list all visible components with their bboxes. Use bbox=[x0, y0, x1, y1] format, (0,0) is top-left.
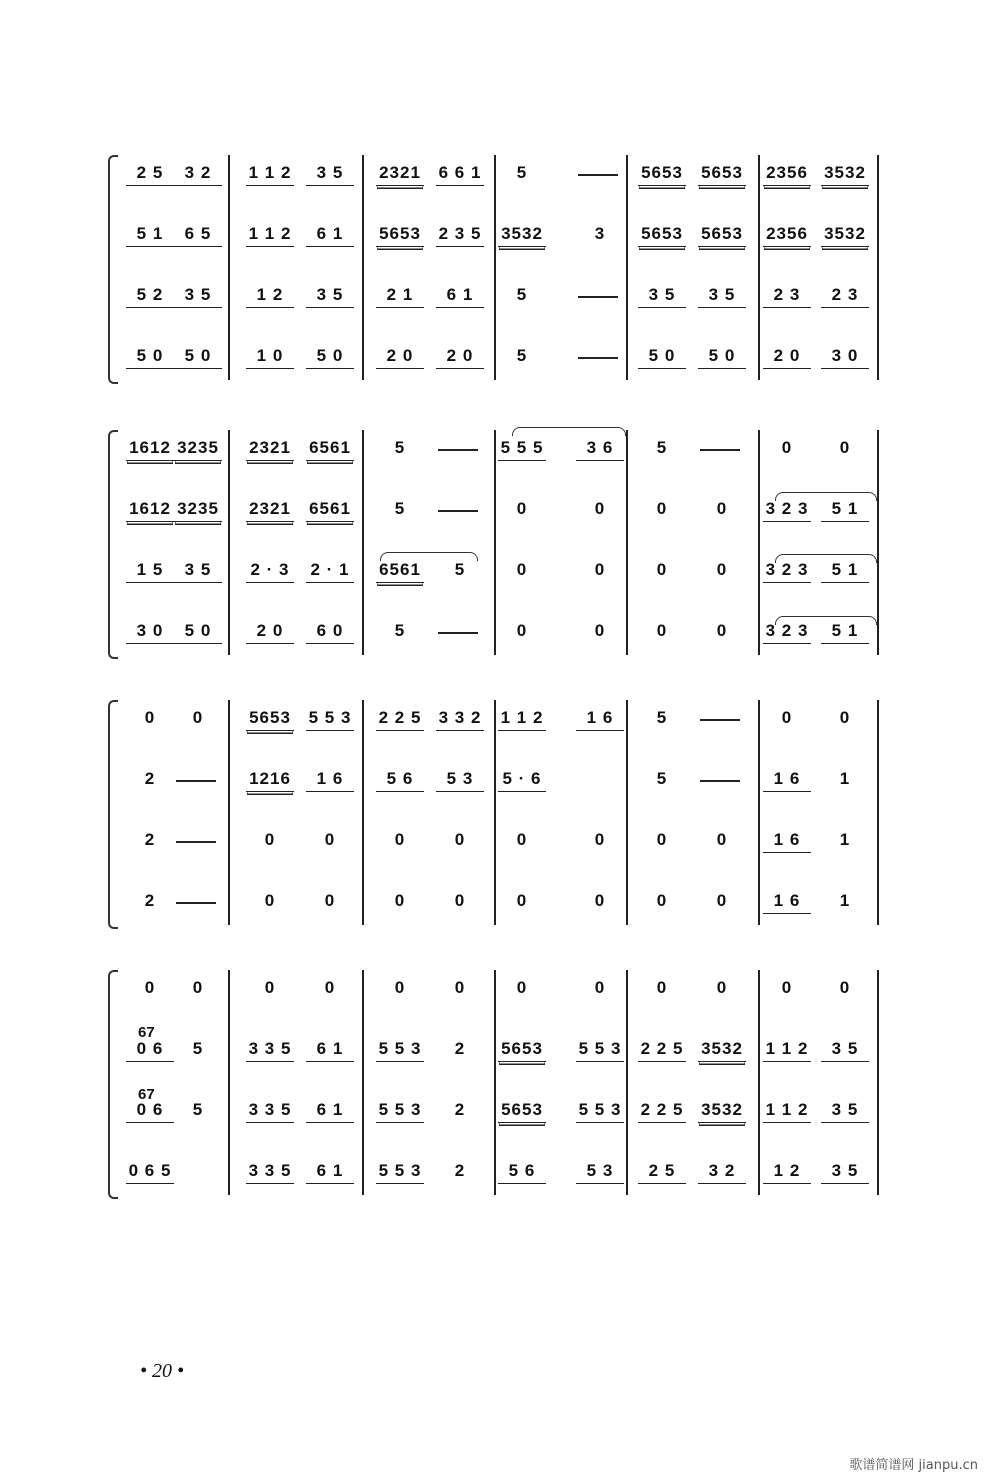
note-group: 0 bbox=[656, 621, 668, 640]
barline bbox=[626, 700, 628, 925]
note-group: 0 bbox=[516, 891, 528, 910]
note-group: 0 bbox=[144, 978, 156, 997]
note-group: 0 bbox=[716, 891, 728, 910]
note-group: 1 1 2 bbox=[246, 163, 294, 186]
note-group: 5 0 bbox=[306, 346, 354, 369]
note-group: 3 5 bbox=[821, 1161, 869, 1184]
note-group: 1 6 bbox=[763, 769, 811, 792]
sustain-dash bbox=[176, 780, 216, 782]
note-group: 5 3 bbox=[576, 1161, 624, 1184]
note-group: 3 5 bbox=[306, 163, 354, 186]
note-group: 5 5 3 bbox=[376, 1161, 424, 1184]
note-group: 5 5 3 bbox=[376, 1100, 424, 1123]
note-group: 5653 bbox=[638, 163, 686, 186]
sustain-dash bbox=[700, 449, 740, 451]
note-group: 0 bbox=[656, 830, 668, 849]
note-group: 3 2 3 bbox=[763, 560, 811, 583]
note-group: 0 bbox=[454, 978, 466, 997]
note-group: 0 bbox=[716, 499, 728, 518]
note-group: 2 3 bbox=[821, 285, 869, 308]
note-group: 3 5 bbox=[174, 560, 222, 583]
note-group: 1 2 bbox=[246, 285, 294, 308]
note-group: 0 bbox=[324, 978, 336, 997]
barline bbox=[877, 970, 879, 1195]
note-group: 2 5 bbox=[126, 163, 174, 186]
note-group: 5 0 bbox=[698, 346, 746, 369]
note-group: 0 bbox=[594, 978, 606, 997]
note-group: 2 bbox=[454, 1100, 466, 1119]
note-group: 3 5 bbox=[698, 285, 746, 308]
barline bbox=[626, 430, 628, 655]
note-group: 3532 bbox=[821, 224, 869, 247]
note-group: 0 6 5 bbox=[126, 1161, 174, 1184]
note-group: 5 · 6 bbox=[498, 769, 546, 792]
note-group: 6 0 bbox=[306, 621, 354, 644]
barline bbox=[758, 970, 760, 1195]
note-group: 6561 bbox=[376, 560, 424, 583]
slur bbox=[512, 427, 626, 436]
note-group: 2 1 bbox=[376, 285, 424, 308]
watermark: 歌谱简谱网 jianpu.cn bbox=[849, 1458, 978, 1473]
note-group: 5653 bbox=[638, 224, 686, 247]
note-group: 0 bbox=[781, 978, 793, 997]
note-group: 5 0 bbox=[126, 346, 174, 369]
note-group: 1612 bbox=[126, 438, 174, 461]
note-group: 2 0 bbox=[763, 346, 811, 369]
note-group: 3 3 5 bbox=[246, 1039, 294, 1062]
note-group: 3 0 bbox=[126, 621, 174, 644]
note-group: 5 2 bbox=[126, 285, 174, 308]
barline bbox=[626, 155, 628, 380]
barline bbox=[758, 155, 760, 380]
sustain-dash bbox=[438, 632, 478, 634]
note-group: 2 2 5 bbox=[638, 1039, 686, 1062]
note-group: 1 2 bbox=[763, 1161, 811, 1184]
grace-note: 67 bbox=[138, 1024, 155, 1041]
note-group: 5 bbox=[656, 708, 668, 727]
note-group: 5653 bbox=[698, 224, 746, 247]
note-group: 5 bbox=[656, 769, 668, 788]
system-brace bbox=[108, 430, 118, 659]
note-group: 1 0 bbox=[246, 346, 294, 369]
note-group: 2 0 bbox=[436, 346, 484, 369]
note-group: 5 5 5 bbox=[498, 438, 546, 461]
note-group: 5 6 bbox=[376, 769, 424, 792]
barline bbox=[626, 970, 628, 1195]
note-group: 5653 bbox=[246, 708, 294, 731]
note-group: 0 bbox=[656, 560, 668, 579]
note-group: 2 · 3 bbox=[246, 560, 294, 583]
note-group: 3 5 bbox=[174, 285, 222, 308]
note-group: 0 bbox=[454, 891, 466, 910]
note-group: 3 0 bbox=[821, 346, 869, 369]
note-group: 3 bbox=[594, 224, 606, 243]
note-group: 0 bbox=[656, 499, 668, 518]
sustain-dash bbox=[578, 296, 618, 298]
note-group: 0 bbox=[839, 438, 851, 457]
barline bbox=[494, 970, 496, 1195]
barline bbox=[228, 700, 230, 925]
note-group: 1 6 bbox=[763, 891, 811, 914]
note-group: 1216 bbox=[246, 769, 294, 792]
note-group: 5653 bbox=[498, 1039, 546, 1062]
note-group: 5 5 3 bbox=[576, 1100, 624, 1123]
sustain-dash bbox=[176, 841, 216, 843]
note-group: 2 bbox=[144, 769, 156, 788]
note-group: 5 5 3 bbox=[306, 708, 354, 731]
note-group: 3532 bbox=[821, 163, 869, 186]
note-group: 5 bbox=[394, 621, 406, 640]
note-group: 5 3 bbox=[436, 769, 484, 792]
note-group: 0 6 bbox=[126, 1100, 174, 1123]
note-group: 2 bbox=[454, 1039, 466, 1058]
barline bbox=[758, 700, 760, 925]
note-group: 1 6 bbox=[576, 708, 624, 731]
note-group: 0 bbox=[394, 978, 406, 997]
note-group: 0 bbox=[716, 830, 728, 849]
note-group: 0 bbox=[516, 978, 528, 997]
note-group: 1612 bbox=[126, 499, 174, 522]
note-group: 5653 bbox=[498, 1100, 546, 1123]
system-brace bbox=[108, 155, 118, 384]
note-group: 0 bbox=[839, 978, 851, 997]
note-group: 0 bbox=[144, 708, 156, 727]
note-group: 3 6 bbox=[576, 438, 624, 461]
note-group: 3 3 5 bbox=[246, 1100, 294, 1123]
note-group: 6 1 bbox=[306, 224, 354, 247]
note-group: 5 bbox=[394, 499, 406, 518]
slur bbox=[380, 552, 478, 561]
note-group: 0 bbox=[192, 708, 204, 727]
note-group: 3 2 bbox=[174, 163, 222, 186]
note-group: 2 bbox=[144, 891, 156, 910]
note-group: 3 2 3 bbox=[763, 499, 811, 522]
note-group: 5 6 bbox=[498, 1161, 546, 1184]
note-group: 5653 bbox=[376, 224, 424, 247]
note-group: 0 bbox=[324, 830, 336, 849]
note-group: 1 bbox=[839, 769, 851, 788]
note-group: 2321 bbox=[246, 499, 294, 522]
barline bbox=[228, 430, 230, 655]
note-group: 3532 bbox=[498, 224, 546, 247]
barline bbox=[362, 700, 364, 925]
note-group: 6 1 bbox=[306, 1039, 354, 1062]
sustain-dash bbox=[578, 357, 618, 359]
note-group: 0 bbox=[192, 978, 204, 997]
note-group: 0 bbox=[264, 830, 276, 849]
note-group: 3532 bbox=[698, 1039, 746, 1062]
note-group: 0 bbox=[516, 560, 528, 579]
note-group: 5 bbox=[454, 560, 466, 579]
note-group: 0 bbox=[516, 830, 528, 849]
barline bbox=[362, 430, 364, 655]
barline bbox=[228, 155, 230, 380]
note-group: 0 6 bbox=[126, 1039, 174, 1062]
sustain-dash bbox=[700, 719, 740, 721]
note-group: 0 bbox=[656, 978, 668, 997]
note-group: 0 bbox=[594, 499, 606, 518]
note-group: 5 0 bbox=[174, 346, 222, 369]
note-group: 2 bbox=[454, 1161, 466, 1180]
note-group: 0 bbox=[716, 621, 728, 640]
note-group: 2 5 bbox=[638, 1161, 686, 1184]
note-group: 2 0 bbox=[246, 621, 294, 644]
note-group: 0 bbox=[594, 621, 606, 640]
note-group: 3235 bbox=[174, 438, 222, 461]
note-group: 2321 bbox=[246, 438, 294, 461]
note-group: 3 2 3 bbox=[763, 621, 811, 644]
note-group: 0 bbox=[264, 891, 276, 910]
note-group: 0 bbox=[516, 499, 528, 518]
note-group: 3532 bbox=[698, 1100, 746, 1123]
sustain-dash bbox=[438, 449, 478, 451]
slur bbox=[775, 616, 877, 625]
note-group: 0 bbox=[394, 891, 406, 910]
note-group: 0 bbox=[454, 830, 466, 849]
note-group: 5653 bbox=[698, 163, 746, 186]
note-group: 0 bbox=[324, 891, 336, 910]
note-group: 1 1 2 bbox=[246, 224, 294, 247]
note-group: 6 6 1 bbox=[436, 163, 484, 186]
barline bbox=[494, 700, 496, 925]
note-group: 2 3 bbox=[763, 285, 811, 308]
note-group: 3 3 5 bbox=[246, 1161, 294, 1184]
note-group: 2 2 5 bbox=[638, 1100, 686, 1123]
note-group: 2 bbox=[144, 830, 156, 849]
note-group: 0 bbox=[656, 891, 668, 910]
note-group: 5 5 3 bbox=[376, 1039, 424, 1062]
note-group: 5 1 bbox=[126, 224, 174, 247]
barline bbox=[494, 430, 496, 655]
barline bbox=[758, 430, 760, 655]
note-group: 3 5 bbox=[821, 1039, 869, 1062]
note-group: 0 bbox=[264, 978, 276, 997]
note-group: 0 bbox=[394, 830, 406, 849]
note-group: 2356 bbox=[763, 163, 811, 186]
note-group: 3 5 bbox=[306, 285, 354, 308]
barline bbox=[362, 970, 364, 1195]
note-group: 6 1 bbox=[306, 1100, 354, 1123]
barline bbox=[228, 970, 230, 1195]
note-group: 1 bbox=[839, 830, 851, 849]
note-group: 5 bbox=[192, 1039, 204, 1058]
note-group: 5 0 bbox=[638, 346, 686, 369]
page-number: • 20 • bbox=[140, 1360, 185, 1382]
system-brace bbox=[108, 700, 118, 929]
note-group: 1 5 bbox=[126, 560, 174, 583]
note-group: 1 1 2 bbox=[763, 1100, 811, 1123]
note-group: 0 bbox=[594, 560, 606, 579]
note-group: 0 bbox=[839, 708, 851, 727]
note-group: 5 bbox=[656, 438, 668, 457]
note-group: 2 0 bbox=[376, 346, 424, 369]
note-group: 3 2 bbox=[698, 1161, 746, 1184]
slur bbox=[775, 492, 877, 501]
note-group: 5 1 bbox=[821, 499, 869, 522]
sustain-dash bbox=[438, 510, 478, 512]
slur bbox=[775, 554, 877, 563]
note-group: 2321 bbox=[376, 163, 424, 186]
note-group: 3235 bbox=[174, 499, 222, 522]
note-group: 5 bbox=[516, 285, 528, 304]
note-group: 5 bbox=[516, 163, 528, 182]
system-brace bbox=[108, 970, 118, 1199]
grace-note: 67 bbox=[138, 1086, 155, 1103]
note-group: 2 · 1 bbox=[306, 560, 354, 583]
note-group: 1 6 bbox=[306, 769, 354, 792]
note-group: 3 3 2 bbox=[436, 708, 484, 731]
barline bbox=[877, 155, 879, 380]
note-group: 1 1 2 bbox=[763, 1039, 811, 1062]
note-group: 2 2 5 bbox=[376, 708, 424, 731]
note-group: 2 3 5 bbox=[436, 224, 484, 247]
note-group: 0 bbox=[594, 830, 606, 849]
note-group: 1 6 bbox=[763, 830, 811, 853]
note-group: 5 5 3 bbox=[576, 1039, 624, 1062]
sustain-dash bbox=[578, 174, 618, 176]
note-group: 0 bbox=[781, 438, 793, 457]
note-group: 1 1 2 bbox=[498, 708, 546, 731]
note-group: 6 1 bbox=[436, 285, 484, 308]
note-group: 5 0 bbox=[174, 621, 222, 644]
note-group: 5 1 bbox=[821, 560, 869, 583]
note-group: 1 bbox=[839, 891, 851, 910]
note-group: 6 1 bbox=[306, 1161, 354, 1184]
barline bbox=[494, 155, 496, 380]
note-group: 5 1 bbox=[821, 621, 869, 644]
note-group: 0 bbox=[716, 560, 728, 579]
note-group: 6561 bbox=[306, 438, 354, 461]
note-group: 0 bbox=[594, 891, 606, 910]
barline bbox=[877, 430, 879, 655]
barline bbox=[877, 700, 879, 925]
note-group: 0 bbox=[781, 708, 793, 727]
note-group: 0 bbox=[716, 978, 728, 997]
note-group: 2356 bbox=[763, 224, 811, 247]
note-group: 6561 bbox=[306, 499, 354, 522]
note-group: 5 bbox=[192, 1100, 204, 1119]
note-group: 3 5 bbox=[821, 1100, 869, 1123]
sustain-dash bbox=[700, 780, 740, 782]
note-group: 5 bbox=[394, 438, 406, 457]
note-group: 0 bbox=[516, 621, 528, 640]
sustain-dash bbox=[176, 902, 216, 904]
note-group: 3 5 bbox=[638, 285, 686, 308]
note-group: 6 5 bbox=[174, 224, 222, 247]
note-group: 5 bbox=[516, 346, 528, 365]
barline bbox=[362, 155, 364, 380]
